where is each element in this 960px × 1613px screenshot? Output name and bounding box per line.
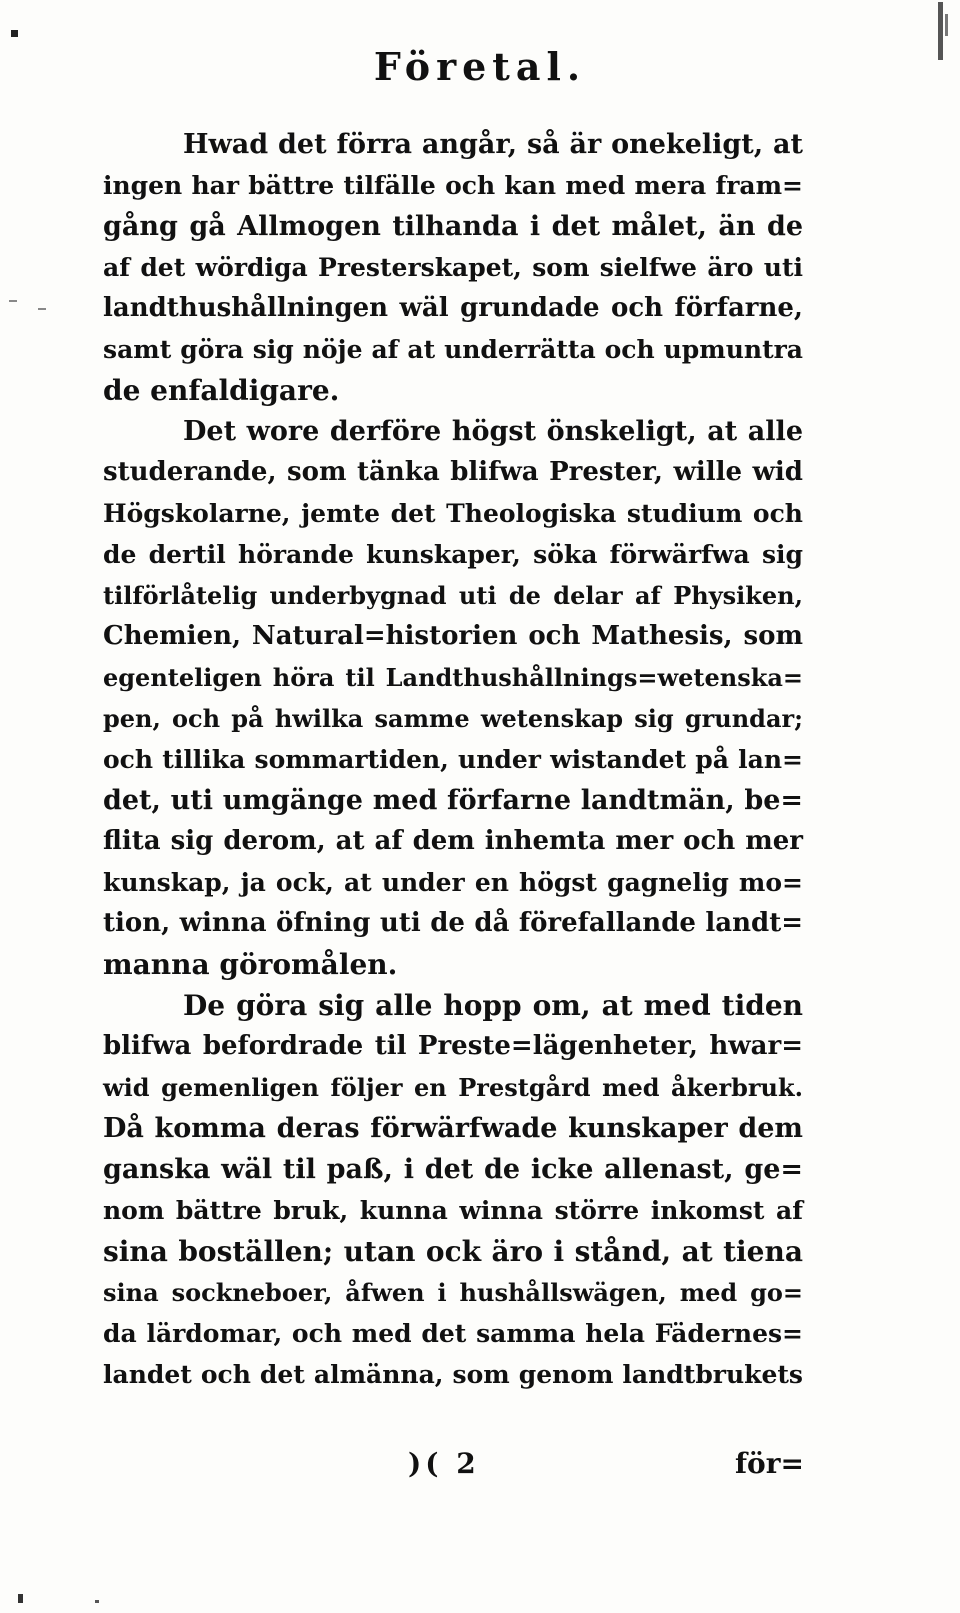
margin-mark: [95, 1600, 99, 1603]
text-line: pen, och på hwilka samme wetenskap sig grundar;: [103, 704, 803, 733]
paragraph: [103, 124, 803, 411]
text-line: sina boställen; utan ock äro i stånd, at tiena: [103, 1235, 803, 1268]
text-line: manna göromålen.: [103, 948, 398, 981]
text-line: flita sig derom, at af dem inhemta mer och mer: [103, 826, 803, 856]
text-line: sina sockneboer, åfwen i hushållswägen, med go=: [103, 1278, 803, 1307]
text-line: kunskap, ja ock, at under en högst gagnelig mo=: [103, 868, 803, 897]
margin-mark: [945, 14, 948, 36]
text-line: da lärdomar, och med det samma hela Fädernes=: [103, 1319, 803, 1348]
text-line: de enfaldigare.: [103, 374, 340, 407]
text-line: blifwa befordrade til Preste=lägenheter, hwar=: [103, 1031, 803, 1061]
text-line: De göra sig alle hopp om, at med tiden: [183, 989, 803, 1022]
text-line: Högskolarne, jemte det Theologiska studium och: [103, 499, 803, 528]
text-line: samt göra sig nöje af at underrätta och upmuntra: [103, 335, 803, 364]
text-line: tion, winna öfning uti de då förefallande landt=: [103, 908, 803, 938]
text-line: de dertil hörande kunskaper, söka förwärfwa sig: [103, 540, 803, 569]
signature-mark: )( 2: [408, 1447, 480, 1480]
text-line: af det wördiga Presterskapet, som sielfwe äro uti: [103, 253, 803, 282]
text-line: Chemien, Natural=historien och Mathesis, som: [103, 621, 803, 651]
paragraph: [103, 411, 803, 985]
paragraph: [103, 985, 803, 1395]
text-line: Det wore derföre högst önskeligt, at alle: [183, 416, 803, 447]
text-line: Hwad det förra angår, så är onekeligt, at: [183, 129, 803, 160]
margin-mark: [38, 308, 46, 310]
text-line: egenteligen höra til Landthushållnings=wetenska=: [103, 663, 803, 692]
text-line: Då komma deras förwärfwade kunskaper dem: [103, 1113, 803, 1144]
text-line: wid gemenligen följer en Prestgård med åkerbruk.: [103, 1073, 803, 1102]
margin-mark: [9, 300, 17, 302]
text-line: och tillika sommartiden, under wistandet på lan=: [103, 745, 803, 774]
text-line: tilförlåtelig underbygnad uti de delar af Physiken,: [103, 581, 803, 610]
text-line: ingen har bättre tilfälle och kan med mera fram=: [103, 171, 803, 200]
margin-mark: [18, 1594, 23, 1603]
body-text: [103, 124, 803, 1395]
margin-mark: [11, 30, 18, 37]
text-line: nom bättre bruk, kunna winna större inkomst af: [103, 1196, 803, 1225]
text-line: ganska wäl til paß, i det de icke allenast, ge=: [103, 1154, 803, 1185]
text-line: studerande, som tänka blifwa Prester, wille wid: [103, 457, 803, 487]
text-line: det, uti umgänge med förfarne landtmän, be=: [103, 785, 803, 816]
text-line: gång gå Allmogen tilhanda i det målet, än de: [103, 211, 803, 242]
catchword: för=: [735, 1447, 804, 1480]
running-title: Företal.: [373, 44, 587, 89]
text-line: landthushållningen wäl grundade och förfarne,: [103, 293, 803, 323]
page-footer: [0, 1447, 960, 1491]
text-line: landet och det almänna, som genom landtbrukets: [103, 1360, 803, 1389]
